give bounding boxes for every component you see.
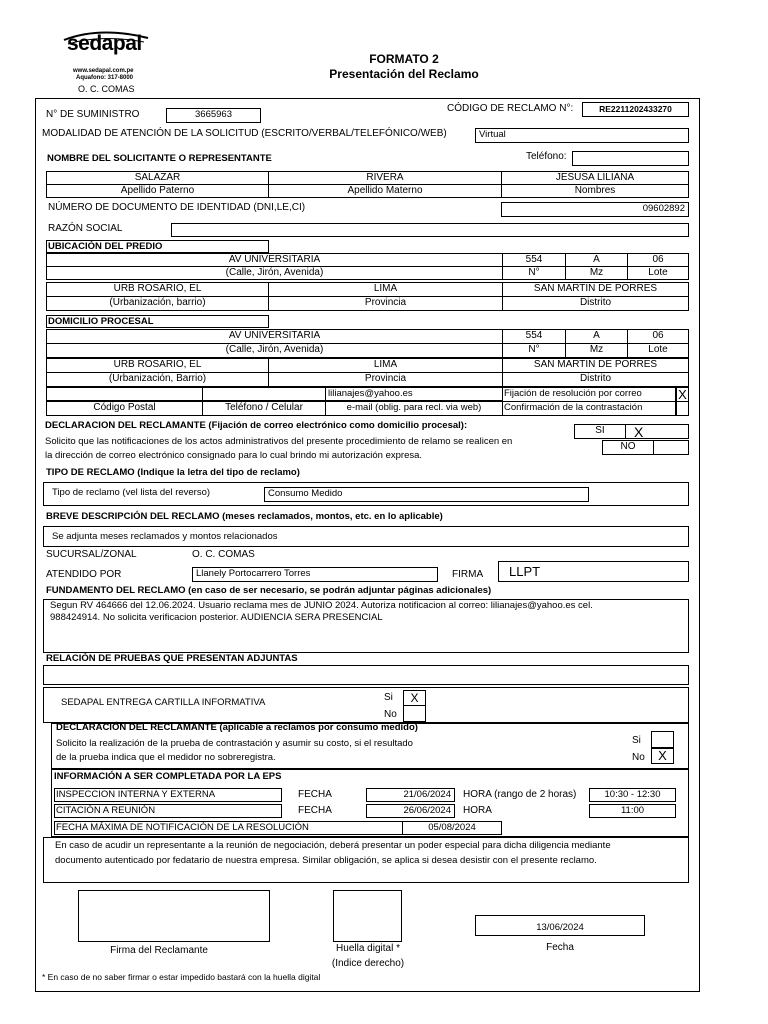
tipo-label: Tipo de reclamo (vel lista del reverso) (52, 487, 211, 498)
eps-row3-date[interactable]: 05/08/2024 (402, 821, 502, 835)
supply-label: N° DE SUMINISTRO (46, 109, 140, 120)
eps-hora2-input[interactable]: 11:00 (589, 804, 676, 818)
logo-phone: Aquafono: 317-8000 (76, 75, 134, 81)
huella-box[interactable] (333, 890, 402, 942)
modality-label: MODALIDAD DE ATENCIÓN DE LA SOLICITUD (ESCRITO/VERBAL/TELEFÓNICO/WEB) (42, 128, 447, 139)
fijacion-label: Fijación de resolución por correo (502, 387, 676, 402)
nombres-label: Nombres (501, 184, 689, 198)
predio-prov[interactable]: LIMA (268, 282, 503, 297)
cartilla-no-checkbox[interactable] (403, 705, 426, 722)
huella-sublabel: (Indice derecho) (331, 958, 405, 969)
predio-lote[interactable]: 06 (627, 253, 689, 267)
eps-row1-label: INSPECCION INTERNA Y EXTERNA (54, 788, 282, 802)
confirm-label: Confirmación de la contrastación (502, 401, 676, 416)
declaration-heading (45, 421, 467, 432)
nombres-value[interactable]: JESUSA LILIANA (501, 171, 689, 185)
procesal-street-label: (Calle, Jirón, Avenida) (46, 343, 503, 358)
logo-brand: sedapal (67, 32, 142, 55)
confirm-checkbox[interactable] (676, 401, 689, 416)
procesal-num[interactable]: 554 (502, 329, 566, 344)
declaration-heading-note: (Fijación de correo electrónico como domicilio procesal): (205, 420, 468, 431)
predio-mz[interactable]: A (565, 253, 628, 267)
applicant-heading: NOMBRE DEL SOLICITANTE O REPRESENTANTE (47, 153, 272, 164)
procesal-num-label: N° (502, 343, 566, 358)
apellido-paterno-label: Apellido Paterno (46, 184, 269, 198)
note-line1: En caso de acudir un representante a la reunión de negociación, deberá presentar un poder especial para dicha diligencia mediante (55, 840, 611, 851)
supply-input[interactable]: 3665963 (166, 108, 261, 123)
claim-code-input[interactable]: RE2211202433270 (582, 102, 689, 117)
email-label: e-mail (oblig. para recl. via web) (325, 401, 503, 416)
consumo-no-checkbox[interactable]: X (651, 748, 674, 764)
declaration-heading-text: DECLARACION DEL RECLAMANTE (45, 420, 206, 431)
consumo-heading (56, 723, 418, 734)
modality-input[interactable]: Virtual (475, 128, 689, 143)
predio-heading: UBICACIÓN DEL PREDIO (46, 240, 269, 253)
footnote: * En caso de no saber firmar o estar impedido bastará con la huella digital (42, 972, 321, 982)
eps-row2-label: CITACIÓN A REUNIÓN (54, 804, 282, 818)
cartilla-no-label: No (384, 709, 397, 720)
predio-urb-label: (Urbanización, barrio) (46, 296, 269, 311)
atendido-label: ATENDIDO POR (46, 569, 122, 580)
sucursal-label: SUCURSAL/ZONAL (46, 549, 137, 560)
tel-label: Teléfono / Celular (202, 401, 326, 416)
procesal-mz[interactable]: A (565, 329, 628, 344)
phone-input[interactable] (572, 151, 689, 166)
consumo-no-label: No (632, 752, 645, 763)
declaration-si-checkbox[interactable]: X (625, 424, 689, 439)
declaration-no-label: NO (602, 440, 654, 455)
fijacion-checkbox[interactable]: X (676, 387, 689, 402)
email-input[interactable]: lilianajes@yahoo.es (325, 387, 503, 401)
eps-hora2-label: HORA (463, 805, 492, 816)
tipo-heading: TIPO DE RECLAMO (Indique la letra del tipo de reclamo) (46, 467, 300, 478)
fecha-label: Fecha (546, 942, 574, 953)
fundamento-line2: 988424914. No solicita verificacion posterior. AUDIENCIA SERA PRESENCIAL (50, 612, 383, 623)
eps-row3-label: FECHA MÁXIMA DE NOTIFICACIÓN DE LA RESOLUCIÓN (54, 821, 403, 835)
predio-street-label: (Calle, Jirón, Avenida) (46, 266, 503, 280)
procesal-urb[interactable]: URB ROSARIO, EL (46, 358, 269, 373)
breve-input[interactable]: Se adjunta meses reclamados y montos relacionados (43, 526, 689, 547)
form-title: FORMATO 2 (369, 52, 439, 66)
consumo-line1: Solicito la realización de la prueba de contrastación y asumir su costo, si el resultado (56, 738, 413, 749)
cartilla-si-checkbox[interactable]: X (403, 690, 426, 706)
predio-num-label: N° (502, 266, 566, 280)
procesal-dist-label: Distrito (502, 372, 689, 387)
consumo-line2: de la prueba indica que el medidor no sobreregistra. (56, 752, 276, 763)
apellido-paterno-value[interactable]: SALAZAR (46, 171, 269, 185)
tel-input[interactable] (202, 387, 326, 401)
fundamento-line1: Segun RV 464666 del 12.06.2024. Usuario reclama mes de JUNIO 2024. Autoriza notificacion al correo: lilianajes@yahoo.es cel. (50, 600, 593, 611)
doc-label: NÚMERO DE DOCUMENTO DE IDENTIDAD (DNI,LE,CI) (48, 202, 306, 213)
sucursal-value: O. C. COMAS (192, 549, 255, 560)
eps-hora1-input[interactable]: 10:30 - 12:30 (589, 788, 676, 802)
huella-label: Huella digital * (336, 943, 400, 954)
predio-urb[interactable]: URB ROSARIO, EL (46, 282, 269, 297)
logo-web: www.sedapal.com.pe (73, 68, 134, 74)
procesal-dist[interactable]: SAN MARTIN DE PORRES (502, 358, 689, 373)
postal-code-label: Código Postal (46, 401, 203, 416)
predio-mz-label: Mz (565, 266, 628, 280)
predio-prov-label: Provincia (268, 296, 503, 311)
predio-street[interactable]: AV UNIVERSITARIA (46, 253, 503, 267)
form-subtitle: Presentación del Reclamo (329, 67, 479, 81)
consumo-si-checkbox[interactable] (651, 731, 674, 748)
atendido-input[interactable]: Llanely Portocarrero Torres (192, 567, 438, 582)
fecha-value: 13/06/2024 (536, 922, 584, 933)
eps-hora1-label: HORA (rango de 2 horas) (463, 789, 577, 800)
phone-label: Teléfono: (526, 151, 567, 162)
razon-input[interactable] (171, 223, 689, 237)
eps-heading: INFORMACIÓN A SER COMPLETADA POR LA EPS (54, 771, 282, 782)
procesal-street[interactable]: AV UNIVERSITARIA (46, 329, 503, 344)
cartilla-label: SEDAPAL ENTREGA CARTILLA INFORMATIVA (61, 697, 266, 708)
postal-code-input[interactable] (46, 387, 203, 401)
pruebas-input[interactable] (43, 665, 689, 685)
note-line2: documento autenticado por fedatario de nuestra empresa. Similar obligación, se aplica si desea desistir con el presente reclamo. (55, 855, 597, 866)
claim-code-label: CÓDIGO DE RECLAMO N°: (447, 103, 574, 114)
declaration-line2: la dirección de correo electrónico consignado para lo cual brindo mi autorización expresa. (45, 450, 423, 461)
declaration-no-checkbox[interactable] (653, 440, 689, 455)
breve-heading: BREVE DESCRIPCIÓN DEL RECLAMO (meses reclamados, montos, etc. en lo aplicable) (46, 511, 443, 522)
eps-row1-date[interactable]: 21/06/2024 (366, 788, 455, 802)
apellido-materno-value[interactable]: RIVERA (268, 171, 502, 185)
procesal-prov[interactable]: LIMA (268, 358, 503, 373)
declaration-si-label: SI (574, 424, 626, 439)
consumo-si-label: Si (632, 735, 641, 746)
consumo-heading-text: DECLARACIÓN DEL RECLAMANTE (56, 722, 217, 733)
procesal-prov-label: Provincia (268, 372, 503, 387)
firma-reclamante-box[interactable] (78, 890, 270, 942)
predio-lote-label: Lote (627, 266, 689, 280)
fundamento-heading: FUNDAMENTO DEL RECLAMO (en caso de ser necesario, se podrán adjuntar páginas adicionales) (46, 585, 492, 596)
predio-dist-label: Distrito (502, 296, 689, 311)
firma-label: FIRMA (452, 569, 484, 580)
tipo-input[interactable]: Consumo Medido (264, 487, 589, 502)
eps-row2-date[interactable]: 26/06/2024 (366, 804, 455, 818)
razon-label: RAZÓN SOCIAL (48, 223, 123, 234)
eps-row2-fecha-label: FECHA (298, 805, 332, 816)
declaration-line1: Solicito que las notificaciones de los actos administrativos del presente procedimiento de relamo se realicen en (45, 436, 513, 447)
consumo-heading-note: (aplicable a reclamos por consumo medido) (216, 722, 418, 733)
apellido-materno-label: Apellido Materno (268, 184, 502, 198)
procesal-lote[interactable]: 06 (627, 329, 689, 344)
procesal-urb-label: (Urbanización, Barrio) (46, 372, 269, 387)
firma-reclamante-label: Firma del Reclamante (110, 945, 208, 956)
procesal-mz-label: Mz (565, 343, 628, 358)
procesal-lote-label: Lote (627, 343, 689, 358)
procesal-heading: DOMICILIO PROCESAL (46, 315, 269, 328)
predio-dist[interactable]: SAN MARTIN DE PORRES (502, 282, 689, 297)
pruebas-heading: RELACIÓN DE PRUEBAS QUE PRESENTAN ADJUNTAS (46, 653, 298, 664)
logo-office: O. C. COMAS (78, 84, 135, 94)
eps-row1-fecha-label: FECHA (298, 789, 332, 800)
predio-num[interactable]: 554 (502, 253, 566, 267)
cartilla-si-label: Si (384, 692, 393, 703)
doc-input[interactable]: 09602892 (501, 202, 689, 217)
firma-input[interactable]: LLPT (498, 561, 689, 582)
